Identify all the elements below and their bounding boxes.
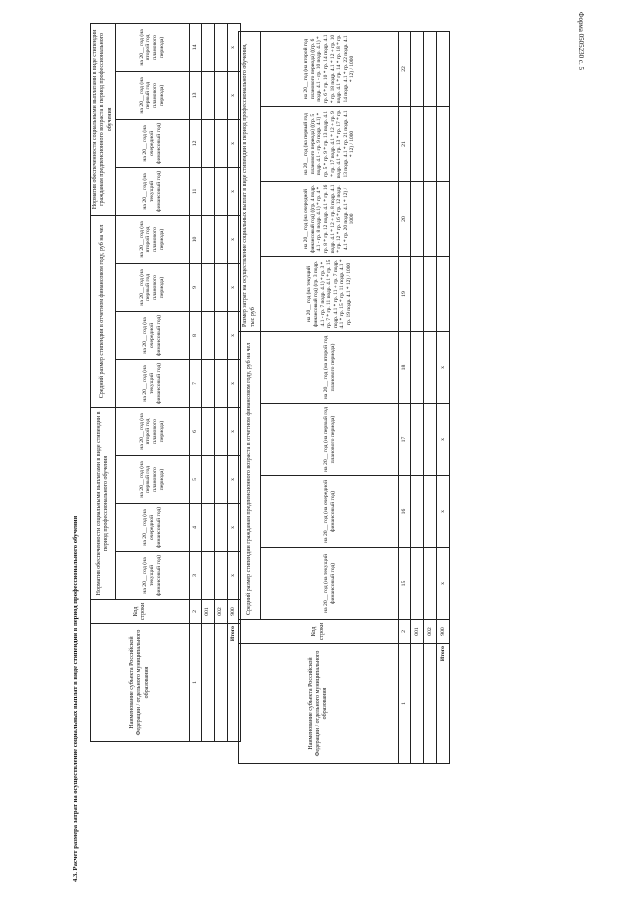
total-cost-cell[interactable] [437, 31, 450, 106]
data-cell[interactable] [411, 181, 424, 256]
total-code: 900 [227, 600, 240, 624]
data-cell[interactable] [201, 311, 214, 359]
column-number: 3 [189, 552, 201, 600]
x-mark: x [227, 359, 240, 407]
data-cell[interactable] [424, 31, 437, 106]
data-cell[interactable] [424, 181, 437, 256]
data-cell[interactable] [201, 119, 214, 167]
header-average-stipend: Средний размер стипендии в отчетном финансовом году, руб на чел [91, 215, 116, 407]
x-mark: x [227, 456, 240, 504]
header-year-current: на 20__ год (на текущий финансовый год) [115, 552, 189, 600]
header-year-next: на 20__ год (на очередной финансовый год) [261, 476, 399, 548]
table-1 [90, 23, 241, 742]
total-code: 900 [437, 620, 450, 644]
column-number: 15 [399, 548, 411, 620]
data-cell[interactable] [201, 552, 214, 600]
header-year-current: на 20__ год (на текущий финансовый год) [115, 167, 189, 215]
data-cell[interactable] [201, 456, 214, 504]
row-code: 002 [424, 620, 437, 644]
data-cell[interactable] [201, 167, 214, 215]
x-mark: x [227, 167, 240, 215]
data-cell[interactable] [201, 23, 214, 71]
data-cell[interactable] [214, 311, 227, 359]
data-cell[interactable] [201, 359, 214, 407]
header-year-plan-1: на 20__ год (на первый год планового периода) [115, 263, 189, 311]
header-year-next: на 20__ год (на очередной финансовый год) [115, 504, 189, 552]
column-numbers-row [399, 31, 411, 763]
x-mark: x [227, 311, 240, 359]
x-mark: x [437, 548, 450, 620]
header-year-plan-1: на 20__ год (на первый год планового периода) [115, 71, 189, 119]
table-1-wrapper [90, 29, 237, 742]
table-2-wrapper [238, 32, 450, 764]
header-year-plan-1: на 20__ год (на первый год планового периода) [115, 456, 189, 504]
data-cell[interactable] [201, 407, 214, 455]
header-subject: Наименование субъекта Российской Федерации / отдельного муниципального образования [91, 624, 190, 742]
data-cell[interactable] [411, 106, 424, 181]
column-numbers-row [189, 23, 201, 741]
x-mark: x [227, 263, 240, 311]
subject-cell[interactable] [424, 644, 437, 764]
column-number: 10 [189, 215, 201, 263]
column-number: 22 [399, 31, 411, 106]
row-code: 002 [214, 600, 227, 624]
data-cell[interactable] [214, 71, 227, 119]
x-mark: x [227, 552, 240, 600]
column-number: 4 [189, 504, 201, 552]
column-number: 11 [189, 167, 201, 215]
column-number: 20 [399, 181, 411, 256]
header-subject: Наименование субъекта Российской Федерации / отдельного муниципального образования [239, 644, 399, 764]
column-number: 5 [189, 456, 201, 504]
table-row [201, 23, 214, 741]
column-number: 16 [399, 476, 411, 548]
column-number: 7 [189, 359, 201, 407]
column-number: 18 [399, 331, 411, 403]
column-number: 6 [189, 407, 201, 455]
header-standard: Норматив обеспеченности социальными выплатами в виде стипендии в период профессионального обучения [91, 407, 116, 599]
data-cell[interactable] [201, 263, 214, 311]
data-cell[interactable] [424, 256, 437, 331]
x-mark: x [227, 504, 240, 552]
data-cell[interactable] [424, 106, 437, 181]
header-year-current: на 20__ год (на текущий финансовый год) [115, 359, 189, 407]
column-number: 21 [399, 106, 411, 181]
data-cell[interactable] [214, 23, 227, 71]
header-year-current: на 20__ год (на текущий финансовый год) [261, 548, 399, 620]
subject-cell[interactable] [214, 624, 227, 742]
column-number: 12 [189, 119, 201, 167]
header-standard-preretirement: Норматив обеспеченности социальными выплатами в виде стипендии гражданам предпенсионного возраста в период профессионального обучения [91, 23, 116, 215]
total-label: Итого [437, 644, 450, 764]
table-row [411, 31, 424, 763]
data-cell[interactable] [411, 331, 424, 403]
header-year-plan-2: на 20__ год (на второй год планового периода) [115, 407, 189, 455]
column-number: 1 [189, 624, 201, 742]
data-cell[interactable] [201, 215, 214, 263]
row-code: 001 [201, 600, 214, 624]
data-cell[interactable] [201, 504, 214, 552]
header-formula-plan-2: на 20__ год (на второй год планового периода) ((гр. 6 подр. 4.1 - гр. 10 подр. 4.1) * гр. 6 * гр. 10 * гр. 14 подр. 4.1 * гр. 18 подр. 4.1 * 12 + гр. 10 подр. 4.1 * гр. 14 * гр. 18 * гр. 14 подр. 4.1 * гр. 22 подр. 4.1 * 12) / 1000 [261, 31, 399, 106]
x-mark: x [227, 71, 240, 119]
data-cell[interactable] [214, 119, 227, 167]
table-row [214, 23, 227, 741]
x-mark: x [227, 119, 240, 167]
x-mark: x [227, 23, 240, 71]
x-mark: x [437, 331, 450, 403]
data-cell[interactable] [214, 504, 227, 552]
total-row [437, 31, 450, 763]
data-cell[interactable] [424, 404, 437, 476]
header-year-next: на 20__ год (на очередной финансовый год) [115, 119, 189, 167]
column-number: 2 [189, 600, 201, 624]
total-label: Итого [227, 624, 240, 742]
section-title: 4.3. Расчет размера затрат на осуществление социальных выплат в виде стипендии в период профессионального обучения [72, 515, 79, 882]
data-cell[interactable] [411, 548, 424, 620]
x-mark: x [227, 215, 240, 263]
header-formula-plan-1: на 20__ год (на первый год планового периода) ((гр. 5 подр. 4.1 - гр. 9 подр. 4.1) * гр. 5 * гр. 9 * гр. 13 подр. 4.1 * гр. 17 подр. 4.1 * 12 + гр. 9 подр. 4.1 * гр. 13 * гр. 17 * гр. 13 подр. 4.1 * гр. 21 подр. 4.1 * 12) / 1000 [261, 106, 399, 181]
data-cell[interactable] [411, 476, 424, 548]
header-year-plan-1: на 20__ год (на первый год планового периода) [261, 404, 399, 476]
data-cell[interactable] [411, 31, 424, 106]
header-code: Код строки [91, 600, 190, 624]
data-cell[interactable] [214, 407, 227, 455]
data-cell[interactable] [214, 552, 227, 600]
x-mark: x [437, 404, 450, 476]
row-code: 001 [411, 620, 424, 644]
header-formula-next: на 20__ год (на очередной финансовый год) ((гр. 4 подр. 4.1 - гр. 8 подр. 4.1) * гр. 4 * гр. 8 * гр. 12 подр. 4.1 * гр. 16 подр. 4.1 * 12 + гр. 8 подр. 4.1 * гр. 12 * гр. 16 * гр. 12 подр. 4.1 * гр. 20 подр. 4.1 * 12) / 1000 [261, 181, 399, 256]
column-number: 19 [399, 256, 411, 331]
column-number: 9 [189, 263, 201, 311]
data-cell[interactable] [424, 331, 437, 403]
total-cost-cell[interactable] [437, 181, 450, 256]
header-year-plan-2: на 20__ год (на второй год планового периода) [115, 23, 189, 71]
column-number: 17 [399, 404, 411, 476]
column-number: 8 [189, 311, 201, 359]
data-cell[interactable] [214, 263, 227, 311]
column-number: 1 [399, 644, 411, 764]
column-number: 2 [399, 620, 411, 644]
table-2 [238, 31, 450, 764]
total-cost-cell[interactable] [437, 106, 450, 181]
table-row [424, 31, 437, 763]
x-mark: x [227, 407, 240, 455]
column-number: 14 [189, 23, 201, 71]
data-cell[interactable] [424, 476, 437, 548]
subject-cell[interactable] [411, 644, 424, 764]
data-cell[interactable] [214, 215, 227, 263]
data-cell[interactable] [201, 71, 214, 119]
header-code: Код строки [239, 620, 399, 644]
form-code: Форма 0505230 с. 5 [577, 12, 585, 71]
x-mark: x [437, 476, 450, 548]
header-formula-current: на 20__ год (на текущий финансовый год) (гр. 3 подр. 4.1 - гр. 7 подр. 4.1) * гр. 3 * гр. 7 * гр. 11 подр. 4.1 * гр. 15 подр. 4.1 * гр. 11 + гр. 7 подр. 4.1 * гр. 15 * гр. 11 подр. 4.1 * гр. 19 подр. 4.1 * 12) / 1000 [261, 256, 399, 331]
header-year-plan-2: на 20__ год (на второй год планового периода) [261, 331, 399, 403]
data-cell[interactable] [214, 167, 227, 215]
subject-cell[interactable] [201, 624, 214, 742]
data-cell[interactable] [214, 359, 227, 407]
data-cell[interactable] [411, 256, 424, 331]
header-year-plan-2: на 20__ год (на второй год планового периода) [115, 215, 189, 263]
header-average-stipend-preretirement: Средний размер стипендии гражданам предпенсионного возраста в отчетном финансовом году, руб на чел [239, 331, 261, 619]
column-number: 13 [189, 71, 201, 119]
data-cell[interactable] [214, 456, 227, 504]
data-cell[interactable] [424, 548, 437, 620]
data-cell[interactable] [411, 404, 424, 476]
header-costs: Размер затрат на осуществление социальных выплат в виде стипендии в период профессионального обучения, тыс руб [239, 31, 261, 331]
header-year-next: на 20__ год (на очередной финансовый год) [115, 311, 189, 359]
total-cost-cell[interactable] [437, 256, 450, 331]
